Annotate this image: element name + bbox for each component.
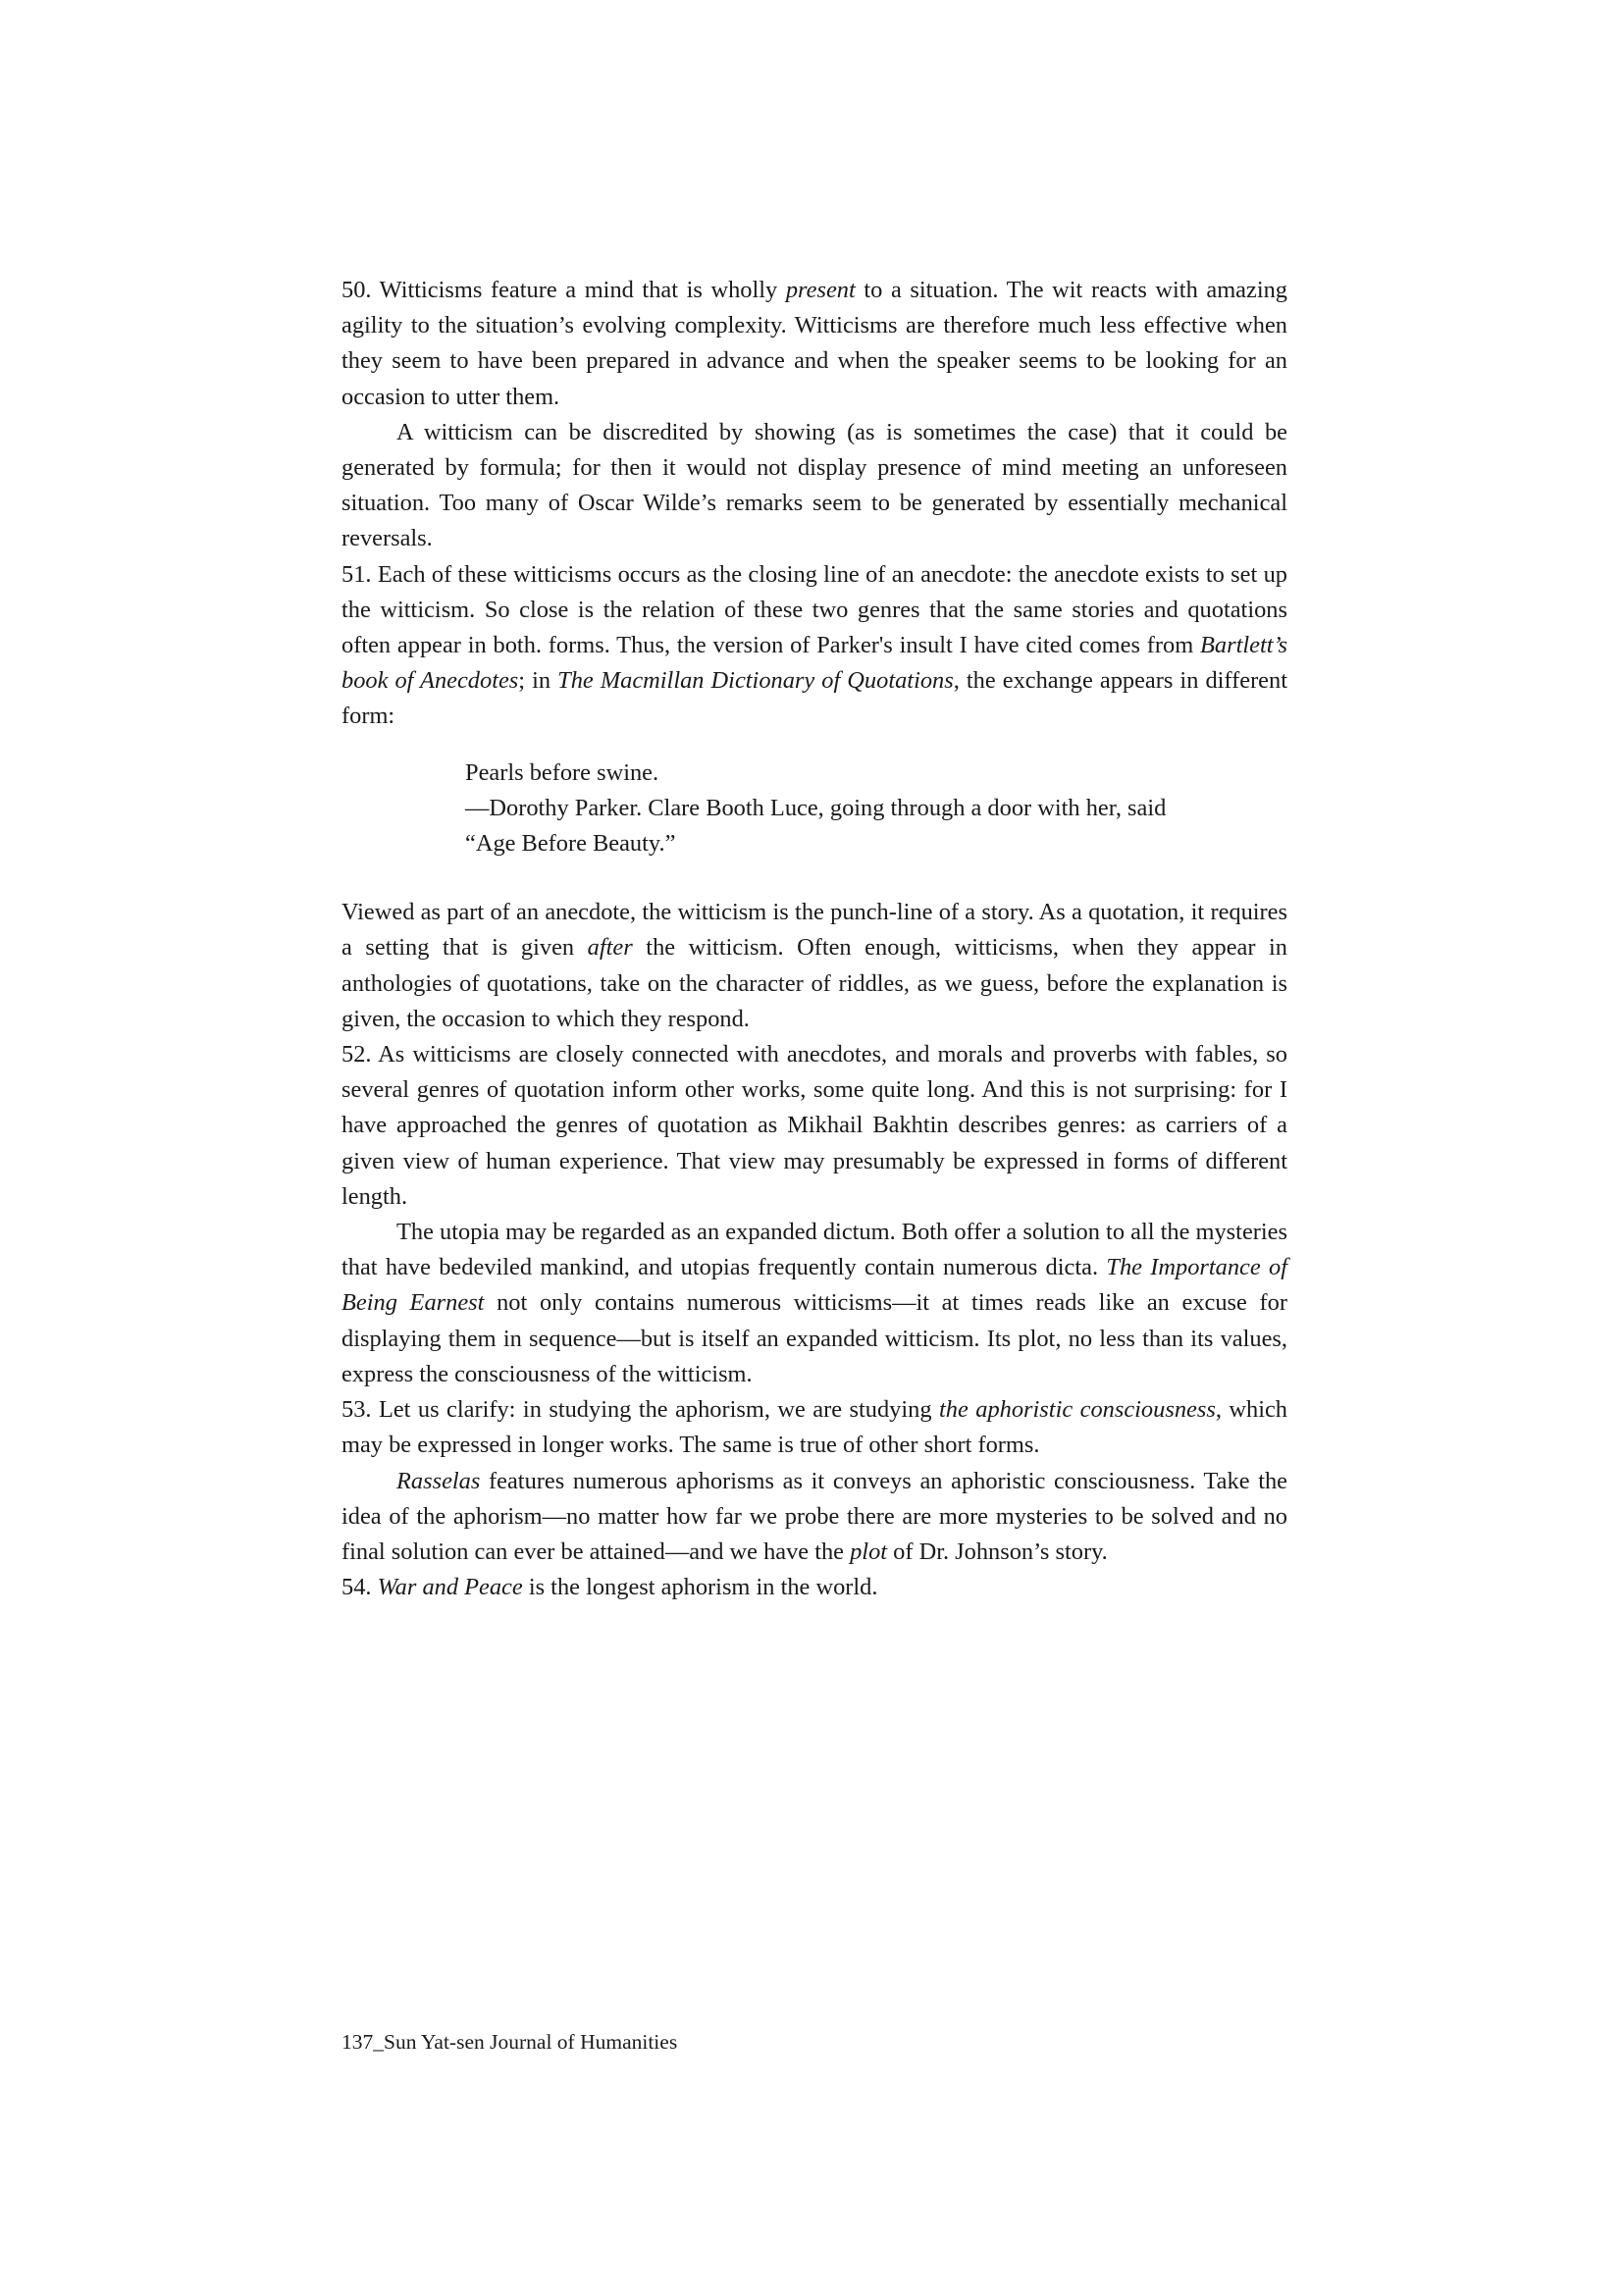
text-run: not only contains numerous witticisms—it at times reads like an excuse for displaying them in sequence—but is itself an expanded witticism. Its plot, no less than its values, express the consciousness of the witticism. xyxy=(341,1289,1287,1387)
text-run: 50. Witticisms feature a mind that is wholly xyxy=(341,277,786,303)
paragraph-52-continued xyxy=(341,1215,1287,1392)
page-footer: 137_Sun Yat-sen Journal of Humanities xyxy=(341,2030,678,2054)
text-run: ; in xyxy=(518,667,558,695)
text-run: , the exchange appears in different form: xyxy=(341,667,1287,730)
quotation-attribution: —Dorothy Parker. Clare Booth Luce, going through a door with her, said “Age Before Beauty.” xyxy=(465,794,1167,858)
paragraph-50-continued xyxy=(341,415,1287,557)
emphasis-run: the aphoristic consciousness xyxy=(939,1396,1216,1424)
quotation-line: Pearls before swine. xyxy=(465,758,659,786)
book-title: War and Peace xyxy=(377,1574,523,1601)
paragraph-53 xyxy=(341,1392,1287,1463)
emphasis-run: plot xyxy=(850,1538,888,1565)
text-run: is the longest aphorism in the world. xyxy=(522,1574,878,1601)
paragraph-52 xyxy=(341,1037,1287,1215)
text-run: Viewed as part of an anecdote, the witticism is the punch-line of a story. As a quotation, it requires a setting that is given xyxy=(341,899,1287,962)
text-run: the witticism. Often enough, witticisms, when they appear in anthologies of quotations, take on the character of riddles, as we guess, before the explanation is given, the occasion to which they respond. xyxy=(341,934,1288,1032)
text-run: 53. Let us clarify: in studying the aphorism, we are studying xyxy=(341,1396,939,1424)
paragraph-50 xyxy=(341,273,1287,415)
emphasis-run: present xyxy=(785,277,856,303)
text-run: , which may be expressed in longer works. The same is true of other short forms. xyxy=(341,1396,1287,1459)
block-quotation xyxy=(465,756,1221,862)
paragraph-51-continued xyxy=(341,895,1287,1037)
book-title: The Importance of Being Earnest xyxy=(341,1254,1287,1317)
article-body xyxy=(341,273,1287,1605)
paragraph-54 xyxy=(341,1570,1287,1605)
paragraph-53-continued xyxy=(341,1464,1287,1571)
book-title: Rasselas xyxy=(396,1467,481,1494)
paragraph-51 xyxy=(341,557,1287,735)
text-run: of Dr. Johnson’s story. xyxy=(887,1538,1108,1565)
text-run: A witticism can be discredited by showing (as is sometimes the case) that it could be generated by formula; for then it would not display presence of mind meeting an unforeseen situation. Too many of Oscar Wilde’s remarks seem to be generated by essentially mechanical reversals. xyxy=(341,418,1287,552)
text-run: to a situation. The wit reacts with amazing agility to the situation’s evolving complexity. Witticisms are therefore much less effective when they seem to have been prepared in advance and when the speaker seems to be looking for an occasion to utter them. xyxy=(341,277,1287,410)
emphasis-run: after xyxy=(587,934,633,962)
book-title: The Macmillan Dictionary of Quotations xyxy=(557,667,954,695)
text-run: features numerous aphorisms as it conveys an aphoristic consciousness. Take the idea of the aphorism—no matter how far we probe there are more mysteries to be solved and no final solution can ever be attained—and we have the xyxy=(341,1467,1287,1565)
book-title: Bartlett’s book of Anecdotes xyxy=(341,632,1287,695)
text-run: The utopia may be regarded as an expanded dictum. Both offer a solution to all the mysteries that have bedeviled mankind, and utopias frequently contain numerous dicta. xyxy=(341,1219,1287,1281)
text-run: 54. xyxy=(341,1574,378,1601)
text-run: 51. Each of these witticisms occurs as the closing line of an anecdote: the anecdote exists to set up the witticism. So close is the relation of these two genres that the same stories and quotations often appear in both. forms. Thus, the version of Parker's insult I have cited comes from xyxy=(341,560,1287,659)
text-run: 52. As witticisms are closely connected with anecdotes, and morals and proverbs with fables, so several genres of quotation inform other works, some quite long. And this is not surprising: for I have approached the genres of quotation as Mikhail Bakhtin describes genres: as carriers of a given view of human experience. That view may presumably be expressed in forms of different length. xyxy=(341,1041,1287,1210)
